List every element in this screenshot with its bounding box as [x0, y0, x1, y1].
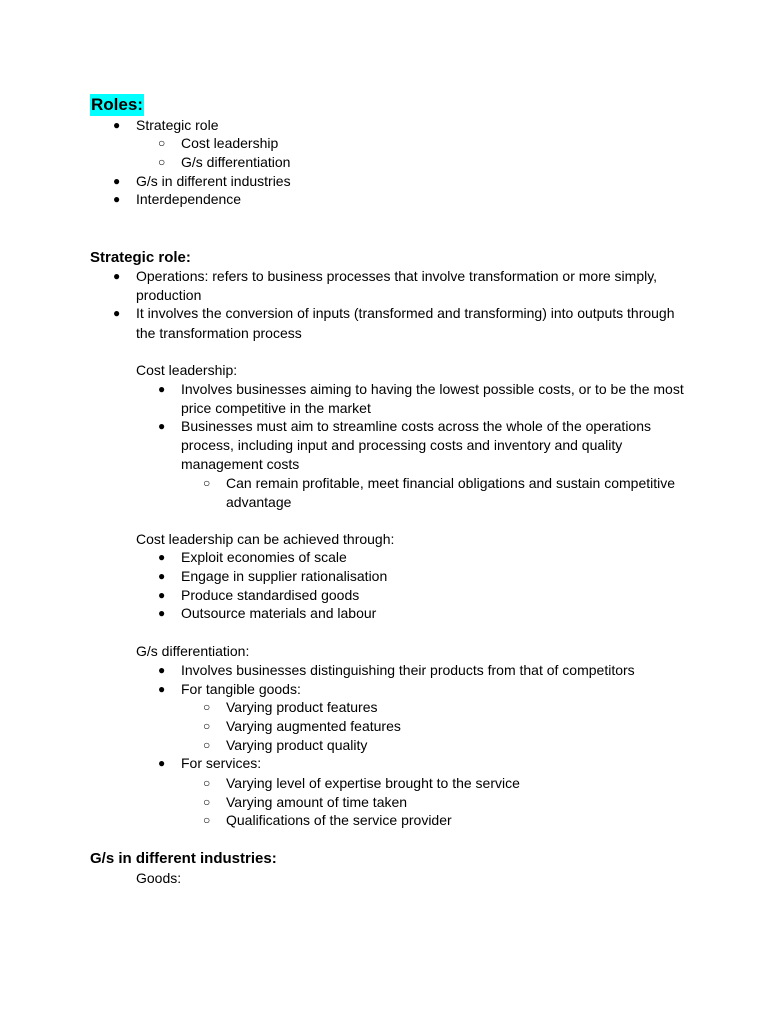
circle-bullet-icon: ○ — [203, 700, 211, 714]
list-item-line: Operations: refers to business processes that involve transformation or more simply, — [136, 268, 658, 284]
list-item-line: Involves businesses aiming to having the lowest possible costs, or to be the most — [181, 381, 684, 397]
list-item-line: management costs — [181, 456, 300, 472]
list-item-line: Businesses must aim to streamline costs across the whole of the operations — [181, 418, 651, 434]
bullet-icon: ● — [113, 174, 121, 188]
list-item: Cost leadership — [181, 135, 279, 151]
list-item: Interdependence — [136, 191, 242, 207]
bullet-icon: ● — [158, 382, 166, 396]
circle-bullet-icon: ○ — [203, 738, 211, 752]
list-item: Strategic role — [136, 117, 219, 133]
bullet-icon: ● — [158, 550, 166, 564]
list-item-line: Can remain profitable, meet financial obligations and sustain competitive — [226, 475, 676, 491]
bullet-icon: ● — [113, 118, 121, 132]
list-item: Produce standardised goods — [181, 587, 360, 603]
list-item-line: the transformation process — [136, 325, 302, 341]
list-item-line: It involves the conversion of inputs (transformed and transforming) into outputs through — [136, 305, 675, 321]
circle-bullet-icon: ○ — [158, 136, 166, 150]
list-item: Exploit economies of scale — [181, 549, 347, 565]
list-item: Varying product features — [226, 699, 378, 715]
list-item: Varying level of expertise brought to the service — [226, 775, 520, 791]
bullet-icon: ● — [113, 192, 121, 206]
industries-heading: G/s in different industries: — [90, 850, 277, 867]
bullet-icon: ● — [158, 569, 166, 583]
bullet-icon: ● — [113, 269, 121, 283]
circle-bullet-icon: ○ — [203, 719, 211, 733]
circle-bullet-icon: ○ — [203, 795, 211, 809]
roles-heading: Roles: — [91, 95, 143, 114]
circle-bullet-icon: ○ — [203, 776, 211, 790]
list-item: Outsource materials and labour — [181, 605, 377, 621]
list-item: G/s in different industries — [136, 173, 291, 189]
bullet-icon: ● — [158, 682, 166, 696]
goods-label: Goods: — [136, 870, 182, 886]
list-item: G/s differentiation — [181, 154, 291, 170]
list-item: Varying product quality — [226, 737, 368, 753]
list-item: For tangible goods: — [181, 681, 301, 697]
bullet-icon: ● — [158, 419, 166, 433]
differentiation-label: G/s differentiation: — [136, 643, 250, 659]
strategic-role-heading: Strategic role: — [90, 249, 191, 266]
list-item: Engage in supplier rationalisation — [181, 568, 388, 584]
list-item: Varying augmented features — [226, 718, 401, 734]
bullet-icon: ● — [158, 606, 166, 620]
circle-bullet-icon: ○ — [158, 155, 166, 169]
bullet-icon: ● — [158, 663, 166, 677]
list-item-line: production — [136, 287, 202, 303]
list-item: For services: — [181, 755, 262, 771]
list-item: Involves businesses distinguishing their products from that of competitors — [181, 662, 635, 678]
list-item: Varying amount of time taken — [226, 794, 408, 810]
list-item: Qualifications of the service provider — [226, 812, 452, 828]
achieved-label: Cost leadership can be achieved through: — [136, 531, 395, 547]
bullet-icon: ● — [158, 588, 166, 602]
bullet-icon: ● — [158, 756, 166, 770]
circle-bullet-icon: ○ — [203, 813, 211, 827]
list-item-line: price competitive in the market — [181, 400, 371, 416]
bullet-icon: ● — [113, 306, 121, 320]
circle-bullet-icon: ○ — [203, 476, 211, 490]
list-item-line: process, including input and processing costs and inventory and quality — [181, 437, 623, 453]
cost-leadership-label: Cost leadership: — [136, 362, 238, 378]
list-item-line: advantage — [226, 494, 292, 510]
